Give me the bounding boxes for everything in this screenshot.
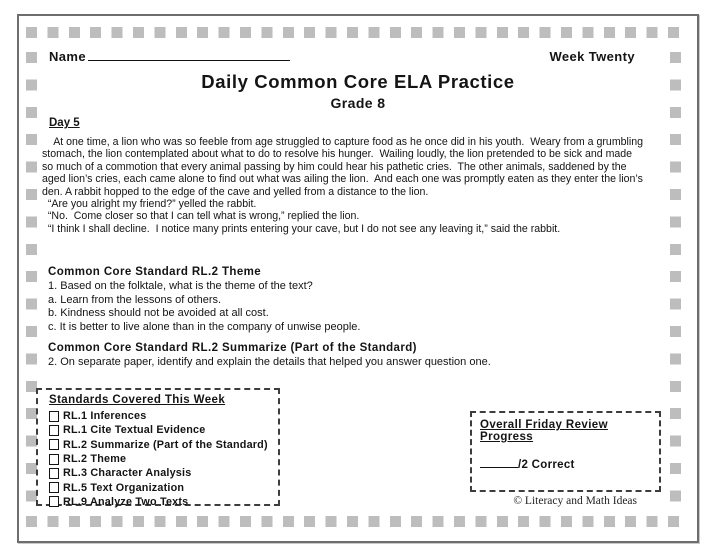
reading-passage bbox=[42, 136, 681, 235]
standard-label: RL.2 Summarize (Part of the Standard) bbox=[63, 438, 268, 451]
score-blank-line[interactable] bbox=[480, 456, 518, 468]
standard-label: RL.5 Text Organization bbox=[63, 481, 185, 494]
question1-choice-a[interactable]: a. Learn from the lessons of others. bbox=[48, 293, 222, 306]
week-label: Week Twenty bbox=[549, 49, 635, 64]
standard-label: RL.1 Cite Textual Evidence bbox=[63, 424, 206, 437]
border-squares-bottom bbox=[26, 516, 685, 527]
standards-item bbox=[49, 495, 274, 509]
standard-label: RL.9 Analyze Two Texts bbox=[63, 495, 189, 508]
standards-item bbox=[49, 466, 274, 480]
standards-item bbox=[49, 452, 274, 466]
day-heading: Day 5 bbox=[49, 117, 80, 129]
question1-choice-b[interactable]: b. Kindness should not be avoided at all cost. bbox=[48, 307, 269, 320]
standard-checkbox[interactable] bbox=[49, 439, 59, 450]
standard-checkbox[interactable] bbox=[49, 425, 59, 436]
score-suffix: /2 Correct bbox=[518, 459, 575, 471]
standards-covered-box bbox=[36, 388, 280, 506]
question2-standard-heading: Common Core Standard RL.2 Summarize (Part of the Standard) bbox=[48, 342, 417, 355]
passage-line: stomach, the lion contemplated about what to do to resolve his hunger. Wailing loudly, the lion pretended to be sick and made bbox=[42, 148, 633, 161]
question2-prompt: 2. On separate paper, identify and explain the details that helped you answer question one. bbox=[48, 356, 491, 369]
question1-choice-c[interactable]: c. It is better to live alone than in the company of unwise people. bbox=[48, 320, 361, 333]
copyright-notice: © Literacy and Math Ideas bbox=[513, 495, 637, 507]
friday-review-progress-box bbox=[470, 411, 661, 492]
name-input-line[interactable] bbox=[88, 47, 290, 61]
passage-line: den. A rabbit hopped to the edge of the cave and yelled from a distance to the lion. bbox=[42, 185, 429, 198]
passage-line: “No. Come closer so that I can tell what is wrong,” replied the lion. bbox=[42, 210, 360, 223]
question1-prompt: 1. Based on the folktale, what is the theme of the text? bbox=[48, 280, 313, 292]
passage-line: At one time, a lion who was so feeble from age struggled to capture food as he once did in his youth. Weary from a grumbling bbox=[42, 136, 644, 148]
progress-box-title: Overall Friday Review Progress bbox=[480, 419, 608, 443]
worksheet-page-border bbox=[17, 14, 699, 543]
standard-checkbox[interactable] bbox=[49, 496, 59, 507]
border-squares-top bbox=[26, 27, 685, 38]
passage-line: so much of a commotion that every animal passing by him could hear his pathetic cries. The other animals, saddened by the bbox=[42, 160, 627, 173]
standard-checkbox[interactable] bbox=[49, 482, 59, 493]
standard-checkbox[interactable] bbox=[49, 411, 59, 422]
standards-item bbox=[49, 480, 274, 494]
name-row bbox=[49, 47, 635, 64]
name-label: Name bbox=[49, 49, 87, 64]
passage-line: “Are you alright my friend?” yelled the rabbit. bbox=[42, 198, 257, 211]
standard-label: RL.1 Inferences bbox=[63, 410, 147, 423]
score-row bbox=[480, 456, 651, 471]
standards-item bbox=[49, 423, 274, 437]
standard-checkbox[interactable] bbox=[49, 454, 59, 465]
standard-checkbox[interactable] bbox=[49, 468, 59, 479]
grade-subtitle: Grade 8 bbox=[330, 95, 386, 111]
standard-label: RL.3 Character Analysis bbox=[63, 467, 192, 480]
passage-line: aged lion’s cries, each came alone to find out what was ailing the lion. And each one was promptly eaten as they enter the lion’s bbox=[42, 173, 643, 186]
standards-item bbox=[49, 438, 274, 452]
questions-section bbox=[48, 266, 667, 370]
standard-label: RL.2 Theme bbox=[63, 453, 127, 466]
passage-line: “I think I shall decline. I notice many prints entering your cave, but I do not see any leaving it,” said the rabbit. bbox=[42, 222, 561, 235]
standards-item bbox=[49, 409, 274, 423]
page-title: Daily Common Core ELA Practice bbox=[201, 71, 515, 92]
border-squares-right bbox=[670, 52, 681, 503]
question1-standard-heading: Common Core Standard RL.2 Theme bbox=[48, 266, 262, 278]
standards-box-title: Standards Covered This Week bbox=[49, 394, 226, 406]
